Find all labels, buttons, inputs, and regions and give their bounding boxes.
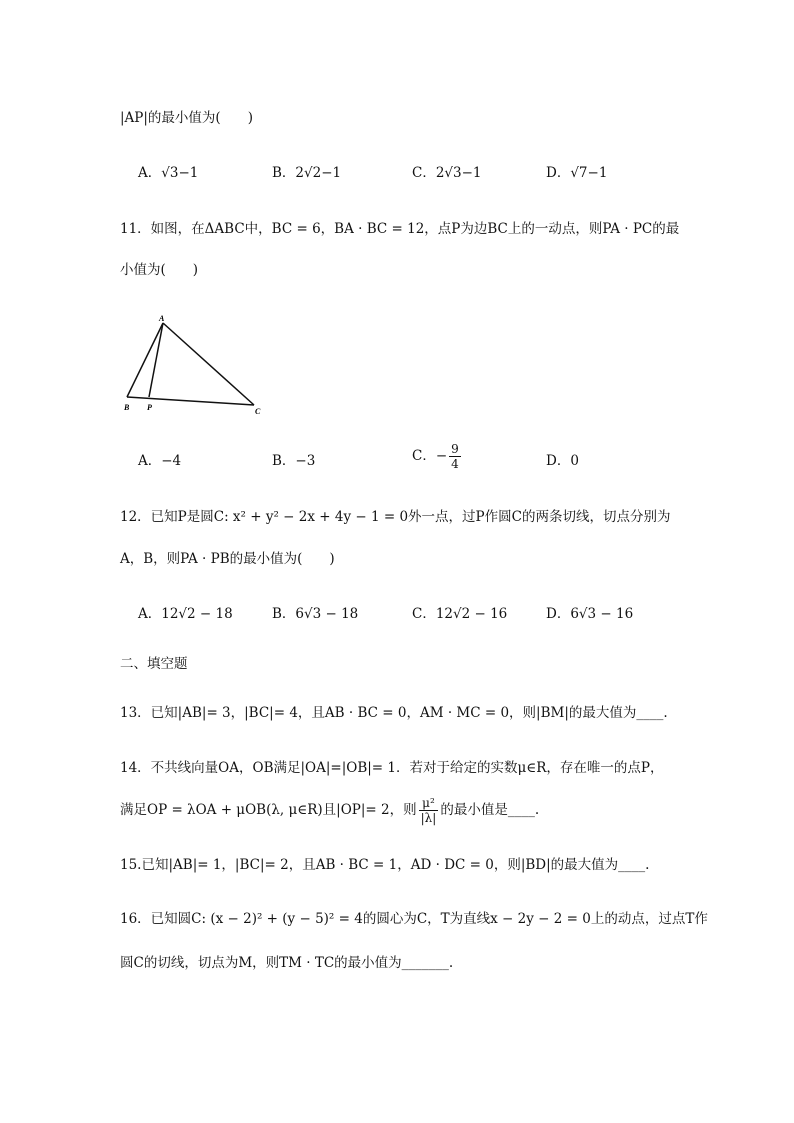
fraction-numerator: 9: [451, 442, 459, 456]
label-c: C: [255, 407, 261, 416]
q11-option-a: A．−4: [138, 453, 182, 469]
q12-option-a: A．12√2 − 18: [138, 606, 233, 622]
q12-option-c: C．12√2 − 16: [412, 606, 508, 622]
q16-stem-line2: 圆C的切线，切点为M，则TM · TC的最小值为_______.: [120, 955, 454, 971]
q16-stem-line1: 16．已知圆C: (x − 2)² + (y − 5)² = 4的圆心为C，T为直线x − 2y − 2 = 0上的动点，过点T作: [120, 911, 708, 927]
label-p: P: [147, 403, 152, 412]
q10-option-d: D．√7−1: [546, 165, 608, 181]
q14-stem-line1: 14．不共线向量OA，OB满足|OA|=|OB|= 1．若对于给定的实数μ∈R，存在唯一的点P，: [120, 760, 664, 776]
q11-stem-line2: 小值为( ): [120, 262, 199, 278]
label-a: A: [159, 314, 165, 323]
q12-stem-line1: 12．已知P是圆C: x² + y² − 2x + 4y − 1 = 0外一点，过P作圆C的两条切线，切点分别为: [120, 509, 671, 525]
q10-option-c: C．2√3−1: [412, 165, 482, 181]
q12-option-d: D．6√3 − 16: [546, 606, 634, 622]
q15-stem: 15.已知|AB|= 1，|BC|= 2，且AB · BC = 1，AD · DC = 0，则|BD|的最大值为____.: [120, 857, 650, 873]
triangle-figure: [118, 310, 268, 420]
q11-option-d: D．0: [546, 453, 579, 469]
section-title: 二、填空题: [120, 656, 188, 672]
q11-stem-line1: 11．如图，在ΔABC中，BC = 6，BA · BC = 12，点P为边BC上的一动点，则PA · PC的最: [120, 221, 680, 237]
q10-option-a: A．√3−1: [138, 165, 199, 181]
q11-option-b: B．−3: [272, 453, 316, 469]
fraction-denominator: 4: [451, 457, 459, 471]
q14-line2-post: 的最小值是____.: [440, 802, 540, 818]
fraction-numerator: μ²: [419, 796, 439, 811]
q11-option-c: [412, 442, 463, 471]
q11-option-c-fraction: [449, 442, 461, 471]
label-b: B: [124, 403, 130, 412]
q10-stem: |AP|的最小值为( ): [120, 110, 253, 126]
q14-fraction: [419, 796, 439, 825]
q14-line2-pre: 满足OP = λOA + μOB(λ, μ∈R)且|OP|= 2，则: [120, 802, 417, 818]
q12-option-b: B．6√3 − 18: [272, 606, 359, 622]
q10-option-b: B．2√2−1: [272, 165, 342, 181]
q11-option-c-label: C．−: [412, 448, 448, 464]
q13-stem: 13．已知|AB|= 3，|BC|= 4，且AB · BC = 0，AM · MC = 0，则|BM|的最大值为____.: [120, 705, 668, 721]
q12-stem-line2: A，B，则PA · PB的最小值为( ): [120, 551, 335, 567]
fraction-denominator: |λ|: [420, 811, 437, 825]
q14-stem-line2: [120, 796, 539, 825]
